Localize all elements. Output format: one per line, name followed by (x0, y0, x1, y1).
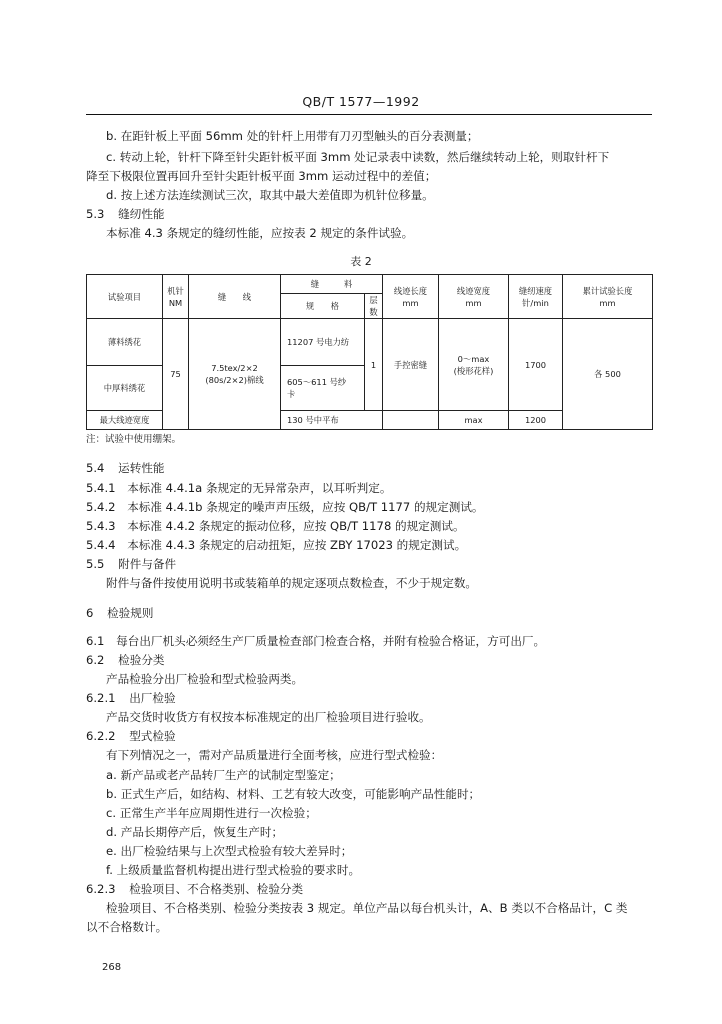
section-number: 6.2 (86, 653, 105, 667)
cell-speed-1: 1700 (509, 319, 563, 411)
section-title: 附件与备件 (118, 557, 177, 571)
section-number: 5.4.2 (86, 500, 116, 514)
table-2 (86, 274, 653, 430)
section-5-4-2 (86, 499, 484, 515)
section-number: 6.2.1 (86, 691, 116, 705)
section-6-1 (86, 633, 545, 649)
list-item-c-line2: 降至下极限位置再回升至针尖距针板平面 3mm 运动过程中的差值； (86, 169, 437, 183)
section-title: 检验规则 (107, 606, 154, 620)
cell-width-3: max (439, 411, 509, 430)
section-5-3-heading (86, 206, 165, 222)
list-item-d: d. 按上述方法连续测试三次，取其中最大差值即为机针位移量。 (106, 188, 434, 202)
cell-thread: 7.5tex/2×2 (80s/2×2)棉线 (189, 319, 281, 430)
section-6-2-1-text: 产品交货时收货方有权按本标准规定的出厂检验项目进行验收。 (106, 710, 431, 724)
cell-stitch-length: 手控密缝 (383, 319, 439, 411)
table-note: 注：试验中使用绷架。 (86, 434, 182, 445)
section-5-4-heading (86, 460, 165, 476)
section-number: 5.4 (86, 461, 105, 475)
section-6-2-3-text-line1: 检验项目、不合格类别、检验分类按表 3 规定。单位产品以每台机头计，A、B 类以不合格品计，C 类 (106, 901, 628, 915)
row-item-thin: 薄料绣花 (87, 319, 163, 366)
section-6-heading (86, 605, 153, 621)
section-6-2-heading (86, 652, 165, 668)
th-thread: 缝 线 (189, 275, 281, 319)
section-6-2-text: 产品检验分出厂检验和型式检验两类。 (106, 672, 304, 686)
section-5-4-1 (86, 480, 391, 496)
row-item-max-width: 最大线迹宽度 (87, 411, 163, 430)
list-item-a: a. 新产品或老产品转厂生产的试制定型鉴定； (106, 768, 341, 782)
section-number: 5.4.4 (86, 538, 116, 552)
cell-needle: 75 (163, 319, 189, 430)
cell-empty (383, 411, 439, 430)
section-title: 出厂检验 (129, 691, 176, 705)
section-6-2-2-text: 有下列情况之一，需对产品质量进行全面考核，应进行型式检验： (106, 748, 443, 762)
cell-speed-3: 1200 (509, 411, 563, 430)
section-6-2-1-heading (86, 690, 176, 706)
standard-number-header: QB/T 1577—1992 (302, 94, 420, 109)
cell-width-1: 0～max (梭形花样) (439, 319, 509, 411)
section-number: 5.3 (86, 207, 105, 221)
th-spec: 规 格 (281, 294, 365, 319)
section-number: 6 (86, 606, 94, 620)
section-title: 检验分类 (118, 653, 165, 667)
section-5-5-heading (86, 556, 176, 572)
cell-layers: 1 (365, 319, 383, 411)
section-5-4-4 (86, 537, 466, 553)
section-text: 每台出厂机头必须经生产厂质量检查部门检查合格，并附有检验合格证，方可出厂。 (116, 634, 546, 648)
list-item-e: e. 出厂检验结果与上次型式检验有较大差异时； (106, 844, 353, 858)
section-title: 缝纫性能 (118, 207, 165, 221)
list-item-f: f. 上级质量监督机构提出进行型式检验的要求时。 (106, 863, 361, 877)
list-item-c-line1: c. 转动上轮，针杆下降至针尖距针板平面 3mm 处记录表中读数，然后继续转动上轮，则取针杆下 (106, 150, 610, 164)
cell-total-length: 各 500 (563, 319, 653, 430)
section-text: 本标准 4.4.1b 条规定的噪声声压级，应按 QB/T 1177 的规定测试。 (127, 500, 484, 514)
list-item-d2: d. 产品长期停产后，恢复生产时； (106, 825, 284, 839)
section-6-2-3-text-line2: 以不合格数计。 (86, 920, 168, 934)
section-title: 检验项目、不合格类别、检验分类 (129, 882, 304, 896)
section-number: 6.1 (86, 634, 105, 648)
list-item-c3: c. 正常生产半年应周期性进行一次检验； (106, 806, 317, 820)
section-5-5-text: 附件与备件按使用说明书或装箱单的规定逐项点数检查，不少于规定数。 (106, 576, 478, 590)
section-title: 型式检验 (129, 729, 176, 743)
header-rule (86, 114, 652, 115)
cell-fabric-1: 11207 号电力纺 (281, 319, 365, 366)
cell-fabric-2: 605～611 号纱 卡 (281, 366, 365, 411)
th-needle: 机针 NM (163, 275, 189, 319)
section-number: 6.2.2 (86, 729, 116, 743)
th-stitch-width: 线迹宽度 mm (439, 275, 509, 319)
section-text: 本标准 4.4.1a 条规定的无异常杂声，以耳听判定。 (127, 481, 392, 495)
th-total-length: 累计试验长度 mm (563, 275, 653, 319)
section-number: 5.5 (86, 557, 105, 571)
section-number: 6.2.3 (86, 882, 116, 896)
list-item-b2: b. 正式生产后，如结构、材料、工艺有较大改变，可能影响产品性能时； (106, 787, 481, 801)
section-number: 5.4.1 (86, 481, 116, 495)
section-text: 本标准 4.4.2 条规定的振动位移，应按 QB/T 1178 的规定测试。 (127, 519, 465, 533)
row-item-medium: 中厚料绣花 (87, 366, 163, 411)
page-number: 268 (102, 962, 122, 973)
cell-fabric-3: 130 号中平布 (281, 411, 383, 430)
section-6-2-2-heading (86, 728, 176, 744)
section-5-4-3 (86, 518, 465, 534)
section-6-2-3-heading (86, 881, 303, 897)
table-caption: 表 2 (350, 255, 372, 268)
th-speed: 缝纫速度 针/min (509, 275, 563, 319)
section-5-3-text: 本标准 4.3 条规定的缝纫性能，应按表 2 规定的条件试验。 (106, 226, 414, 240)
list-item-b: b. 在距针板上平面 56mm 处的针杆上用带有刀刃型触头的百分表测量； (106, 129, 479, 143)
section-number: 5.4.3 (86, 519, 116, 533)
th-fabric: 缝 料 (281, 275, 383, 294)
th-layers: 层数 (365, 294, 383, 319)
th-item: 试验项目 (87, 275, 163, 319)
section-text: 本标准 4.4.3 条规定的启动扭矩，应按 ZBY 17023 的规定测试。 (127, 538, 467, 552)
th-stitch-length: 线迹长度 mm (383, 275, 439, 319)
section-title: 运转性能 (118, 461, 165, 475)
